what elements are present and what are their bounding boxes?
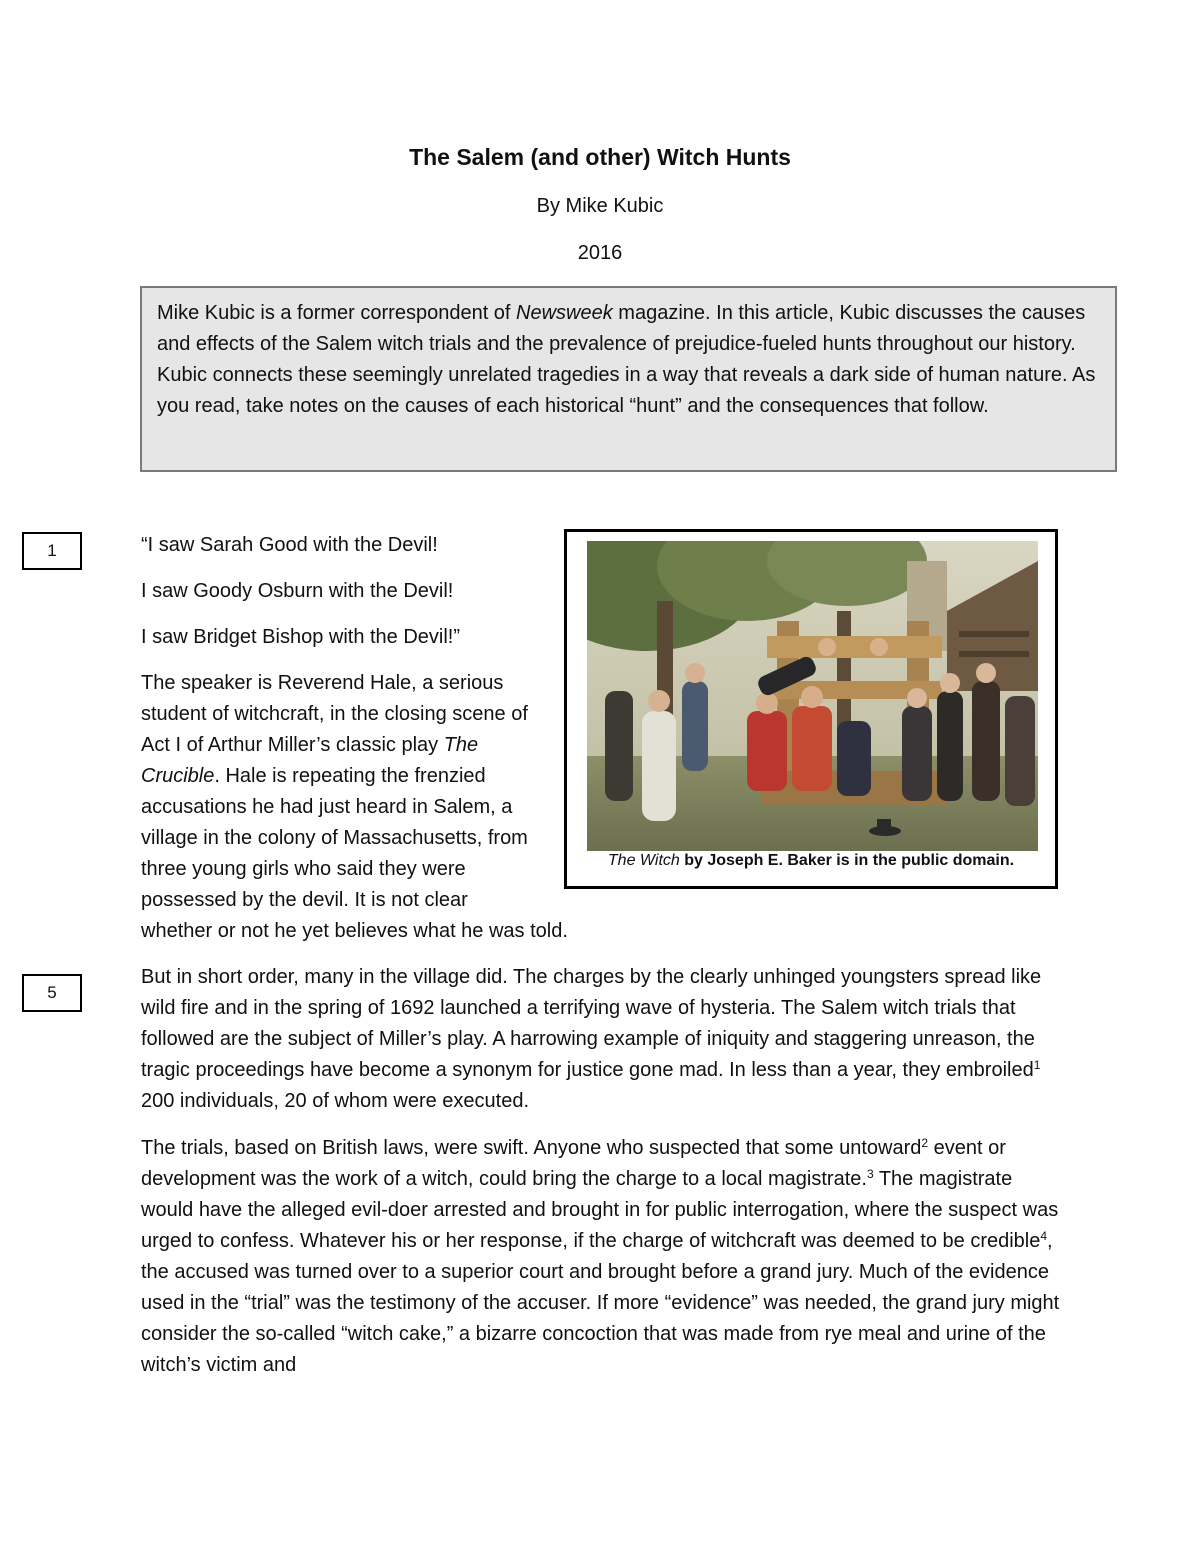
paragraph-6 [141, 1133, 1066, 1381]
caption-credit: by Joseph E. Baker is in the public domain. [679, 852, 1015, 869]
intro-text: Mike Kubic is a former correspondent of [157, 302, 517, 324]
footnote-ref-3: 3 [866, 1167, 874, 1181]
paragraph-1-last-line: whether or not he yet believes what he was told. [141, 920, 568, 942]
paragraph-6-text: The trials, based on British laws, were swift. Anyone who suspected that some untoward [141, 1137, 922, 1159]
paragraph-1-text-continued: . Hale is repeating the frenzied accusations he had just heard in Salem, a village in the colony of Massachusetts, from three young girls who said they were possessed by the devil. It is not clear [141, 765, 528, 911]
paragraph-1 [141, 668, 611, 947]
figure-box [564, 529, 1058, 889]
footnote-ref-4: 4 [1040, 1229, 1048, 1243]
quote-line-2: I saw Goody Osburn with the Devil! [141, 580, 454, 602]
paragraph-5-text-continued: 200 individuals, 20 of whom were executed. [141, 1090, 530, 1112]
play-title: The Crucible [141, 734, 479, 787]
witch-illustration [587, 541, 1038, 851]
paragraph-5-text: But in short order, many in the village did. The charges by the clearly unhinged youngsters spread like wild fire and in the spring of 1692 launched a terrifying wave of hysteria. The Salem witch trials that followed are the subject of Miller’s play. A harrowing example of iniquity and staggering unreason, the tragic proceedings have become a synonym for justice gone mad. In less than a year, they embroiled [141, 966, 1042, 1081]
intro-box [140, 286, 1117, 472]
paragraph-6-text-d: , the accused was turned over to a superior court and brought before a grand jury. Much of the evidence used in the “trial” was the testimony of the accuser. If more “evidence” was needed, the grand jury might consider the so-called “witch cake,” a bizarre concoction that was made from rye meal and urine of the witch’s victim and [141, 1230, 1060, 1376]
paragraph-5 [141, 962, 1066, 1117]
caption-artwork-title: The Witch [607, 852, 680, 869]
paragraph-6-text-b: event or development was the work of a witch, could bring the charge to a local magistrate. [141, 1137, 1006, 1190]
paragraph-6-text-c: The magistrate would have the alleged evil-doer arrested and brought in for public interrogation, where the suspect was urged to confess. Whatever his or her response, if the charge of witchcraft was deemed to be credible [141, 1168, 1059, 1252]
intro-publication: Newsweek [516, 302, 613, 324]
footnote-ref-2: 2 [921, 1136, 929, 1150]
paragraph-1-wrapped [141, 668, 551, 916]
paragraph-number-1: 1 [22, 532, 82, 570]
article-title: The Salem (and other) Witch Hunts [409, 144, 791, 170]
paragraph-number-5: 5 [22, 974, 82, 1012]
quote-line-3: I saw Bridget Bishop with the Devil!” [141, 626, 461, 648]
intro-text-continued: magazine. In this article, Kubic discusses the causes and effects of the Salem witch trials and the prevalence of prejudice-fueled hunts throughout our history. Kubic connects these seemingly unrelated tragedies in a way that reveals a dark side of human nature. As you read, take notes on the causes of each historical “hunt” and the consequences that follow. [157, 302, 1096, 417]
article-year: 2016 [577, 242, 623, 264]
article-byline: By Mike Kubic [536, 195, 664, 217]
paragraph-1-text: The speaker is Reverend Hale, a serious student of witchcraft, in the closing scene of Act I of Arthur Miller’s classic play [141, 672, 528, 756]
figure-caption [567, 852, 1055, 870]
footnote-ref-1: 1 [1033, 1058, 1041, 1072]
quote-line-1: “I saw Sarah Good with the Devil! [141, 534, 438, 556]
